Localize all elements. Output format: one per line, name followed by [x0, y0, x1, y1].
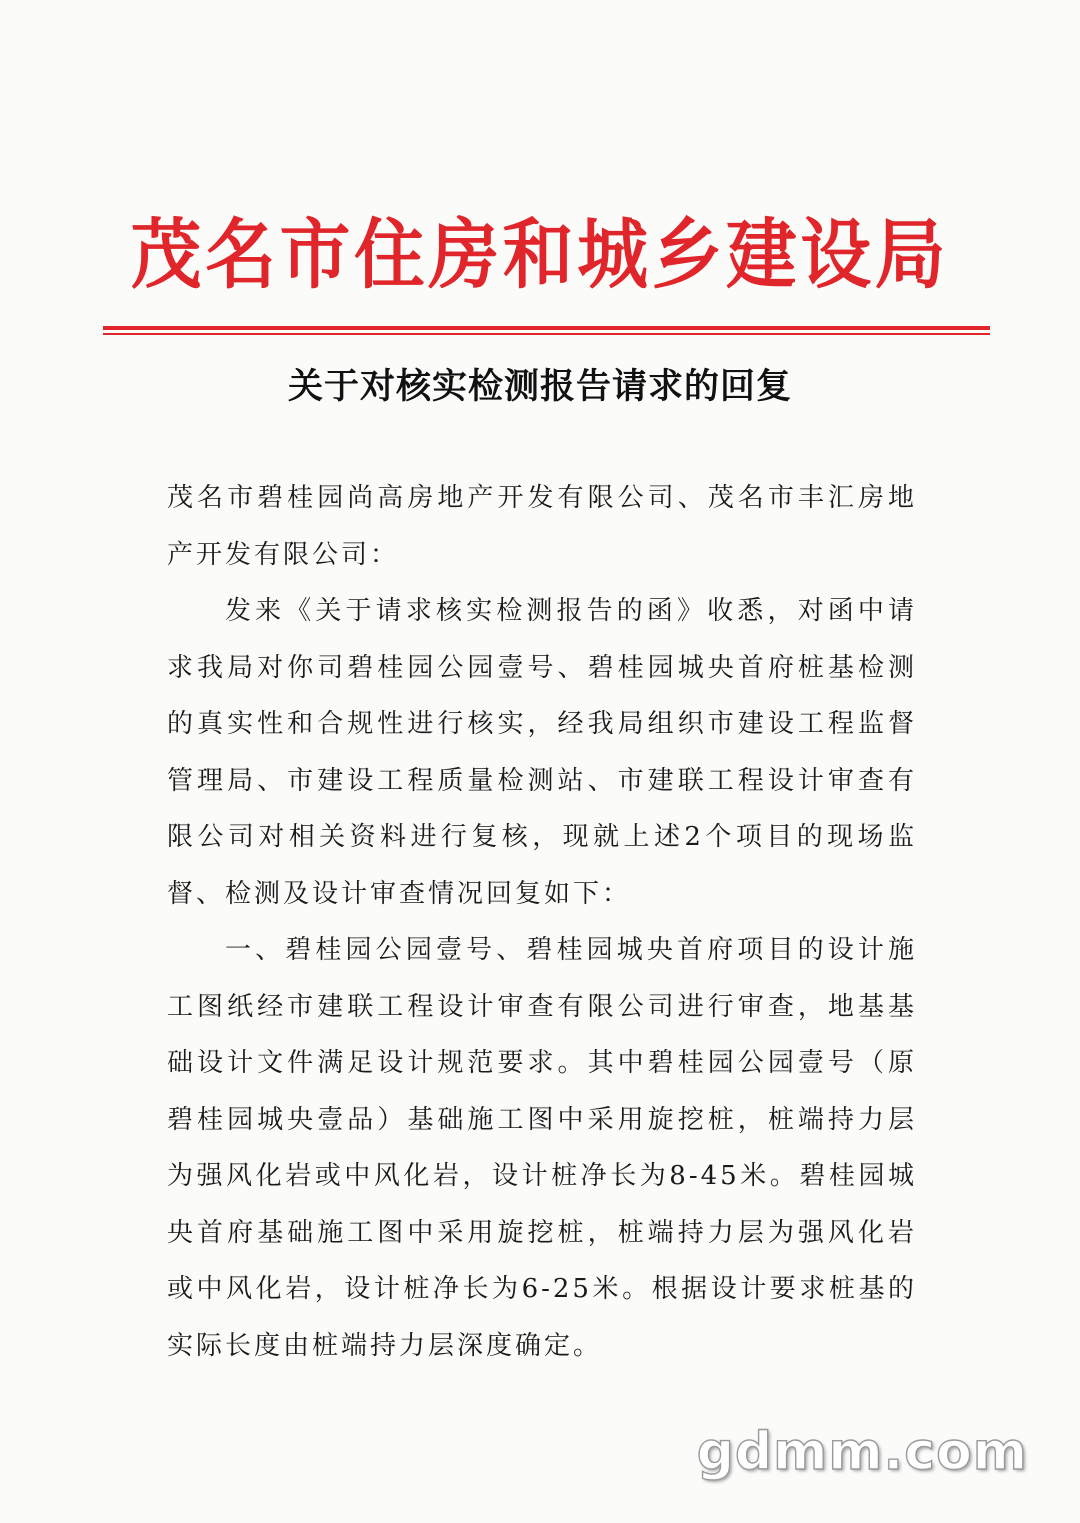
document-title: 关于对核实检测报告请求的回复 [287, 367, 792, 407]
watermark: gdmm.com [696, 1422, 1028, 1482]
body-paragraph-1: 发来《关于请求核实检测报告的函》收悉，对函中请求我局对你司碧桂园公园壹号、碧桂园城央首府桩基检测的真实性和合规性进行核实，经我局组织市建设工程监督管理局、市建设工程质量检测站、市建联工程设计审查有限公司对相关资料进行复核，现就上述2个项目的现场监督、检测及设计审查情况回复如下： [167, 596, 917, 909]
addressee: 茂名市碧桂园尚高房地产开发有限公司、茂名市丰汇房地产开发有限公司： [167, 483, 917, 570]
letterhead-rule-thick [103, 326, 990, 330]
letterhead-title: 茂名市住房和城乡建设局 [130, 210, 950, 299]
letterhead-rule-thin [103, 333, 990, 335]
document-body [167, 470, 917, 1374]
body-paragraph-2: 一、碧桂园公园壹号、碧桂园城央首府项目的设计施工图纸经市建联工程设计审查有限公司进行审查，地基基础设计文件满足设计规范要求。其中碧桂园公园壹号（原碧桂园城央壹品）基础施工图中采用旋挖桩，桩端持力层为强风化岩或中风化岩，设计桩净长为8-45米。碧桂园城央首府基础施工图中采用旋挖桩，桩端持力层为强风化岩或中风化岩，设计桩净长为6-25米。根据设计要求桩基的实际长度由桩端持力层深度确定。 [167, 935, 917, 1361]
